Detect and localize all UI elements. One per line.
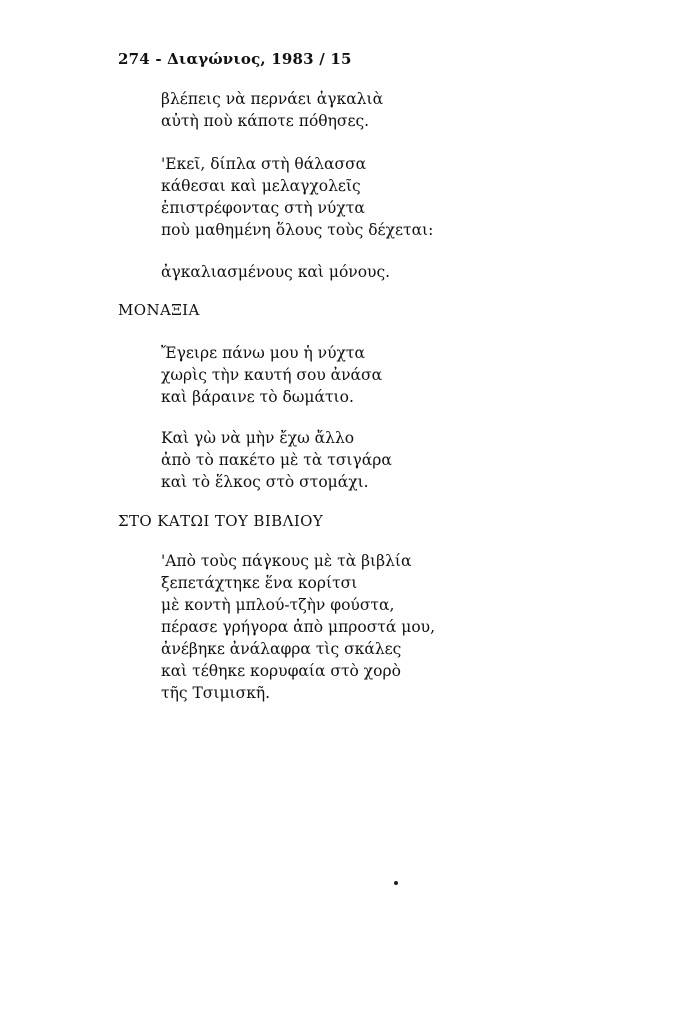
poem2-stanza-1 (161, 342, 382, 408)
poem2-stanza-2 (161, 427, 392, 493)
verse-line: αὐτὴ ποὺ κάποτε πόθησες. (161, 112, 370, 130)
verse-line: χωρὶς τὴν καυτή σου ἀνάσα (161, 366, 383, 384)
verse-line: τῆς Τσιμισκῆ. (161, 684, 271, 702)
ink-speck (394, 881, 398, 885)
poem-title-monaxia: ΜΟΝΑΞΙΑ (118, 301, 200, 319)
verse-line: 'Εκεῖ, δίπλα στὴ θάλασσα (161, 155, 367, 173)
verse-line: ἐπιστρέφοντας στὴ νύχτα (161, 199, 365, 217)
poem3-stanza-1 (161, 550, 435, 704)
verse-line: 'Απὸ τοὺς πάγκους μὲ τὰ βιβλία (161, 552, 412, 570)
verse-line: καὶ τὸ ἕλκος στὸ στομάχι. (161, 473, 369, 491)
running-head: 274 - Διαγώνιος, 1983 / 15 (118, 50, 352, 68)
verse-line: ξεπετάχτηκε ἕνα κορίτσι (161, 574, 358, 592)
verse-line: καὶ βάραινε τὸ δωμάτιο. (161, 388, 354, 406)
verse-line: κάθεσαι καὶ μελαγχολεῖς (161, 177, 361, 195)
verse-line: πέρασε γρήγορα ἀπὸ μπροστά μου, (161, 618, 436, 636)
verse-line: ἀγκαλιασμένους καὶ μόνους. (161, 263, 391, 281)
poem1-stanza-1 (161, 88, 383, 132)
verse-line: ἀνέβηκε ἀνάλαφρα τὶς σκάλες (161, 640, 402, 658)
poem-title-sto-katoi: ΣΤΟ ΚΑΤΩΙ ΤΟΥ ΒΙΒΛΙΟΥ (118, 512, 324, 530)
verse-line: μὲ κοντὴ μπλού-τζὴν φούστα, (161, 596, 395, 614)
verse-line: Ἔγειρε πάνω μου ἡ νύχτα (161, 344, 365, 362)
verse-line: καὶ τέθηκε κορυφαία στὸ χορὸ (161, 662, 401, 680)
poem1-stanza-2 (161, 153, 433, 241)
verse-line: βλέπεις νὰ περνάει ἀγκαλιὰ (161, 90, 384, 108)
verse-line: ἀπὸ τὸ πακέτο μὲ τὰ τσιγάρα (161, 451, 392, 469)
poem1-stanza-3 (161, 261, 390, 283)
verse-line: Καὶ γὼ νὰ μὴν ἔχω ἄλλο (161, 429, 355, 447)
verse-line: ποὺ μαθημένη ὅλους τοὺς δέχεται: (161, 221, 434, 239)
